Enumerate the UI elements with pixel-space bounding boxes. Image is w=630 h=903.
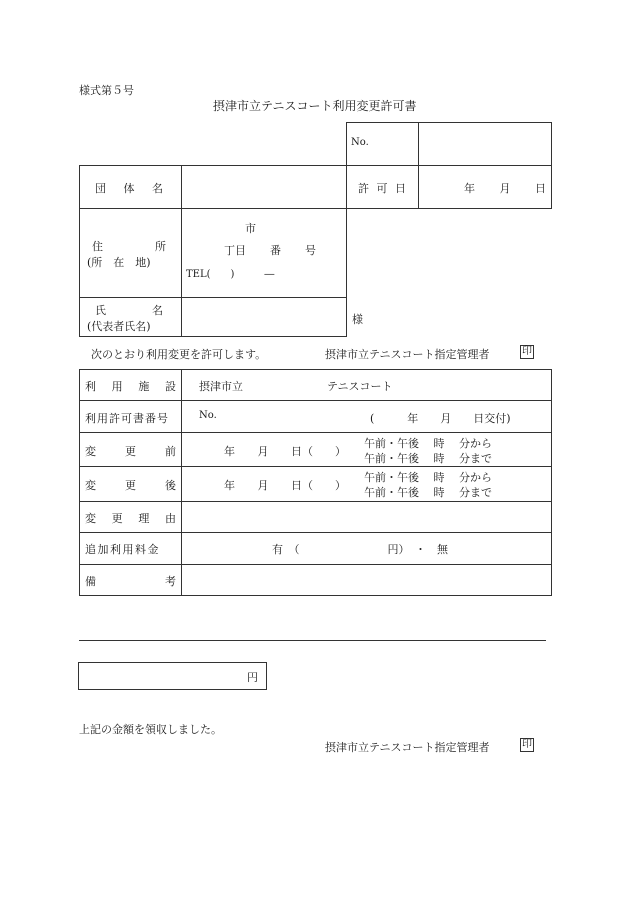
representative-sub-label: (代表者氏名) xyxy=(87,320,151,333)
permit-date-label: 許 可 日 xyxy=(358,182,406,195)
group-name-field[interactable] xyxy=(182,166,346,208)
facility-label: 利 用 施 設 xyxy=(85,380,176,393)
permit-number-prefix: No. xyxy=(199,410,217,421)
remarks-label: 備 考 xyxy=(85,575,176,588)
additional-fee-value[interactable]: 有 （ 円） ・ 無 xyxy=(272,543,448,556)
group-name-label: 団 体 名 xyxy=(95,182,163,195)
before-change-label: 変 更 前 xyxy=(85,445,176,458)
after-change-date[interactable]: 年 月 日（ ） xyxy=(224,479,346,492)
receipt-seal-icon: 印 xyxy=(522,739,532,750)
remarks-field[interactable] xyxy=(182,565,551,595)
address-street[interactable]: 丁目 番 号 xyxy=(224,244,316,257)
receipt-manager-name: 摂津市立テニスコート指定管理者 xyxy=(325,741,490,754)
address-label: 住 所 xyxy=(92,240,166,253)
permit-number-field[interactable] xyxy=(222,404,362,428)
after-change-label: 変 更 後 xyxy=(85,479,176,492)
receipt-statement: 上記の金額を領収しました。 xyxy=(79,723,222,736)
manager-name: 摂津市立テニスコート指定管理者 xyxy=(325,348,490,361)
facility-suffix: テニスコート xyxy=(327,380,393,393)
facility-name-field[interactable] xyxy=(246,372,324,396)
additional-fee-label: 追加利用料金 xyxy=(85,543,160,556)
form-number: 様式第５号 xyxy=(79,84,134,97)
representative-field[interactable] xyxy=(182,298,346,336)
address-sub-label: (所 在 地) xyxy=(87,256,151,269)
change-reason-label: 変 更 理 由 xyxy=(85,512,176,525)
permit-statement: 次のとおり利用変更を許可します。 xyxy=(91,348,267,361)
no-label: No. xyxy=(351,137,369,148)
before-change-time-to[interactable]: 午前・午後 時 分まで xyxy=(364,452,492,465)
facility-city: 摂津市立 xyxy=(199,380,243,393)
seal-icon: 印 xyxy=(522,346,532,357)
receipt-yen: 円 xyxy=(247,671,258,684)
representative-label: 氏 名 xyxy=(95,304,163,317)
address-city[interactable]: 市 xyxy=(245,222,256,235)
permit-number-label: 利用許可書番号 xyxy=(85,412,169,425)
receipt-amount-field[interactable] xyxy=(78,662,267,690)
tel-field[interactable]: TEL( ) ― xyxy=(186,269,275,280)
before-change-date[interactable]: 年 月 日（ ） xyxy=(224,445,346,458)
permit-date-value[interactable]: 年 月 日 xyxy=(464,182,546,195)
after-change-time-from[interactable]: 午前・午後 時 分から xyxy=(364,471,492,484)
change-reason-field[interactable] xyxy=(182,502,551,531)
separator-line xyxy=(79,640,546,641)
after-change-time-to[interactable]: 午前・午後 時 分まで xyxy=(364,486,492,499)
page-title: 摂津市立テニスコート利用変更許可書 xyxy=(213,99,417,113)
permit-issue-date[interactable]: ( 年 月 日交付) xyxy=(370,412,511,425)
before-change-time-from[interactable]: 午前・午後 時 分から xyxy=(364,437,492,450)
honorific: 様 xyxy=(352,313,363,326)
